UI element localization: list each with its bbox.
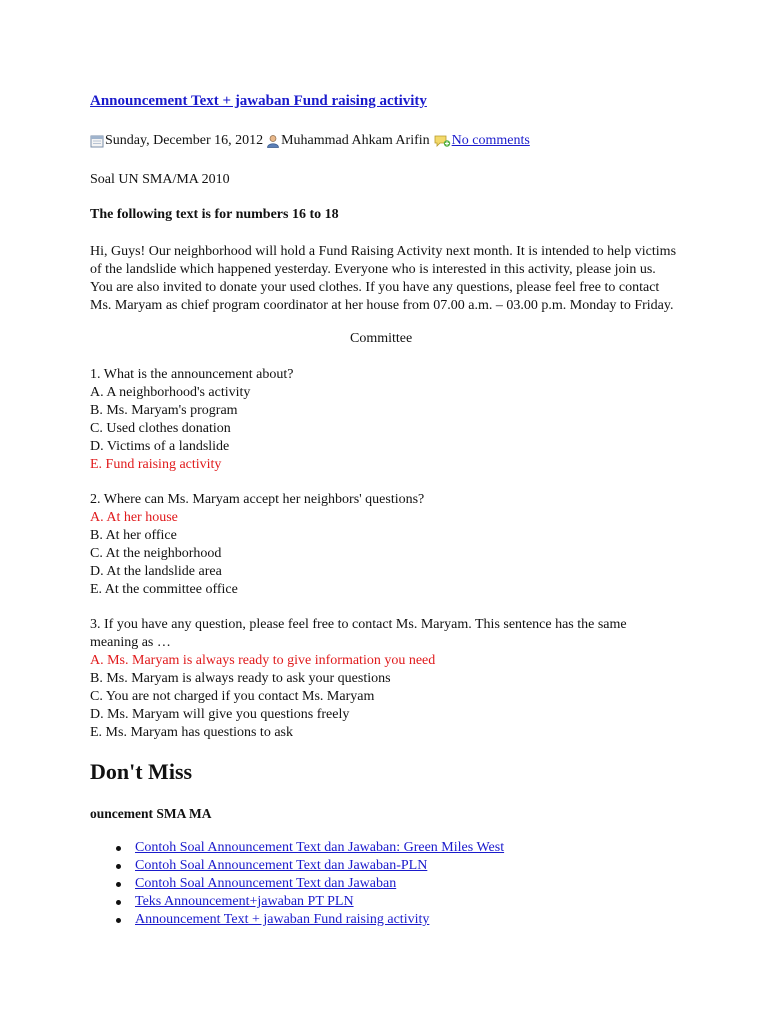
announcement-body: Hi, Guys! Our neighborhood will hold a Fund Raising Activity next month. It is intended to help victims of the landslide which happened yesterday. Everyone who is interested in this activity, please join us. You are also invited to donate your used clothes. If you have any questions, please feel free to contact Ms. Maryam as chief program coordinator at her house from 07.00 a.m. – 03.00 p.m. Monday to Friday. — [90, 244, 677, 313]
option-e: E. Ms. Maryam has questions to ask — [90, 725, 293, 740]
list-item — [116, 893, 504, 911]
option-d: D. At the landslide area — [90, 564, 222, 579]
question-text-line-2: meaning as … — [90, 635, 171, 650]
answer-option-a: A. Ms. Maryam is always ready to give information you need — [90, 653, 436, 668]
related-link[interactable]: Contoh Soal Announcement Text dan Jawaban-PLN — [135, 858, 428, 873]
related-links-list — [116, 839, 504, 929]
question-text: 1. What is the announcement about? — [90, 367, 294, 382]
option-d: D. Victims of a landslide — [90, 439, 230, 454]
user-icon — [266, 134, 280, 148]
option-b: B. Ms. Maryam's program — [90, 403, 238, 418]
post-title-link[interactable]: Announcement Text + jawaban Fund raising activity — [90, 93, 427, 109]
comment-add-icon — [434, 134, 451, 148]
dont-miss-heading: Don't Miss — [90, 759, 193, 784]
calendar-icon — [90, 134, 104, 148]
instruction-text: The following text is for numbers 16 to 18 — [90, 207, 339, 222]
list-item — [116, 911, 504, 929]
post-meta — [90, 133, 530, 149]
post-date: Sunday, December 16, 2012 — [105, 133, 264, 148]
question-3 — [90, 616, 627, 742]
option-b: B. Ms. Maryam is always ready to ask your questions — [90, 671, 391, 686]
announcement-signature: Committee — [350, 331, 413, 346]
list-item — [116, 839, 504, 857]
option-d: D. Ms. Maryam will give you questions freely — [90, 707, 350, 722]
option-c: C. You are not charged if you contact Ms. Maryam — [90, 689, 375, 704]
option-c: C. At the neighborhood — [90, 546, 222, 561]
question-text-line-1: 3. If you have any question, please feel free to contact Ms. Maryam. This sentence has the same — [90, 617, 627, 632]
list-item — [116, 857, 504, 875]
exam-label: Soal UN SMA/MA 2010 — [90, 172, 230, 187]
option-c: C. Used clothes donation — [90, 421, 231, 436]
related-link[interactable]: Announcement Text + jawaban Fund raising activity — [135, 912, 430, 927]
question-2 — [90, 491, 424, 599]
option-e: E. At the committee office — [90, 582, 238, 597]
related-link[interactable]: Contoh Soal Announcement Text dan Jawaban: Green Miles West — [135, 840, 505, 855]
list-item — [116, 875, 504, 893]
related-link[interactable]: Teks Announcement+jawaban PT PLN — [135, 894, 354, 909]
comments-link[interactable]: No comments — [451, 133, 530, 148]
option-a: A. A neighborhood's activity — [90, 385, 251, 400]
question-text: 2. Where can Ms. Maryam accept her neighbors' questions? — [90, 492, 425, 507]
related-link[interactable]: Contoh Soal Announcement Text dan Jawaban — [135, 876, 397, 891]
answer-option-e: E. Fund raising activity — [90, 457, 222, 472]
dont-miss-subheading: ouncement SMA MA — [90, 806, 212, 821]
post-author: Muhammad Ahkam Arifin — [281, 133, 430, 148]
option-b: B. At her office — [90, 528, 177, 543]
question-1 — [90, 366, 293, 474]
answer-option-a: A. At her house — [90, 510, 178, 525]
